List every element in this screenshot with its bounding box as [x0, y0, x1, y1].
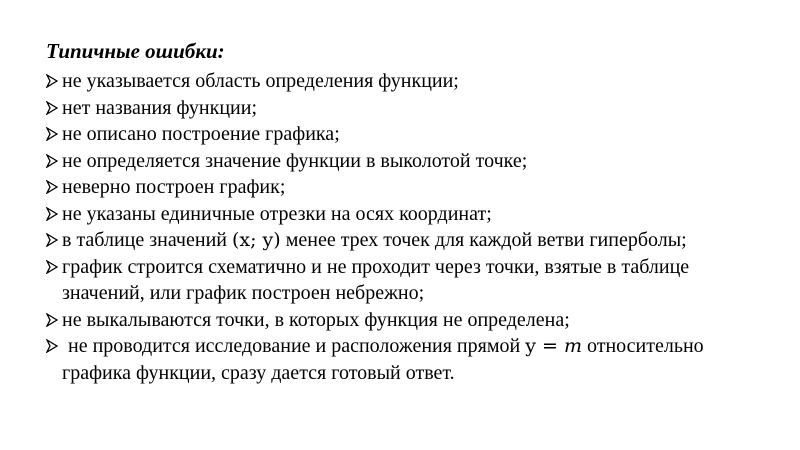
math-m: m	[563, 335, 582, 357]
math-y-equals: y =	[525, 335, 564, 357]
arrowhead-bullet-icon	[46, 180, 58, 194]
list-item	[46, 148, 746, 175]
list-item	[46, 201, 746, 228]
list-item-text-before: в таблице значений	[62, 229, 232, 251]
list-item	[46, 121, 746, 148]
list-item	[46, 254, 746, 307]
list-item	[46, 174, 746, 201]
list-item	[46, 333, 746, 386]
list-item-text	[62, 335, 704, 384]
list-item-text: нет названия функции;	[62, 96, 258, 119]
list-item-text-after: относительно графика функции, сразу дается готовый ответ.	[62, 335, 704, 384]
list-item	[46, 307, 746, 334]
list-item	[46, 68, 746, 95]
list-item-text-after: менее трех точек для каждой ветви гиперболы;	[280, 229, 687, 251]
arrowhead-bullet-icon	[46, 154, 58, 168]
list-item-text: не определяется значение функции в выколотой точке;	[62, 149, 528, 172]
arrowhead-bullet-icon	[46, 339, 58, 353]
list-item-text: не выкалываются точки, в которых функция не определена;	[62, 308, 570, 331]
arrowhead-bullet-icon	[46, 127, 58, 141]
list-item-text: не указаны единичные отрезки на осях координат;	[62, 202, 492, 225]
list-item-text: неверно построен график;	[62, 176, 286, 198]
list-item-text	[62, 229, 687, 251]
list-item	[46, 227, 746, 254]
arrowhead-bullet-icon	[46, 101, 58, 115]
math-xy: (x; y)	[231, 229, 281, 251]
list-item	[46, 95, 746, 122]
arrowhead-bullet-icon	[46, 260, 58, 274]
arrowhead-bullet-icon	[46, 207, 58, 221]
slide-title: Типичные ошибки:	[46, 39, 225, 63]
list-item-text-before: не проводится исследование и расположения прямой	[68, 335, 526, 357]
list-item-text: не указывается область определения функции;	[62, 70, 459, 92]
list-item-text: не описано построение графика;	[62, 123, 340, 145]
arrowhead-bullet-icon	[46, 74, 58, 88]
list-item-text: график строится схематично и не проходит через точки, взятые в таблице значений, или график построен небрежно;	[62, 255, 690, 304]
arrowhead-bullet-icon	[46, 313, 58, 327]
arrowhead-bullet-icon	[46, 233, 58, 247]
errors-list	[46, 68, 746, 386]
